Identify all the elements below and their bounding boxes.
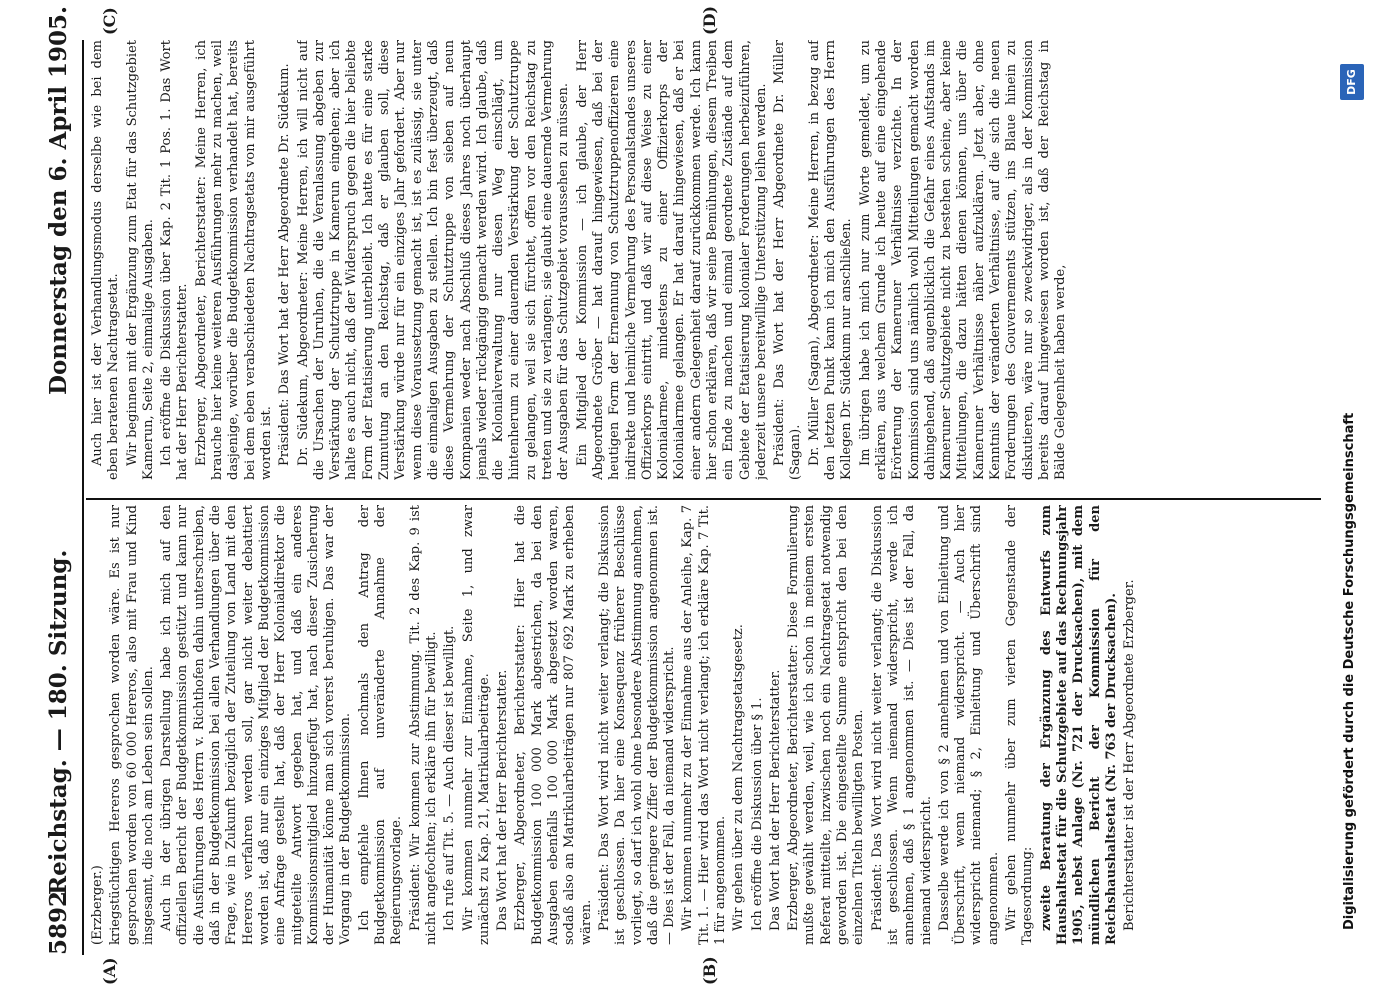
paragraph: Ich eröffne die Diskussion über Kap. 2 Tit. 1 Pos. 1. Das Wort hat der Herr Berichterstatter.	[159, 40, 191, 480]
margin-marker-b: (B)	[700, 956, 719, 985]
margin-marker-a: (A)	[100, 957, 119, 985]
dfg-logo: DFG	[1340, 64, 1364, 100]
paragraph: Wir beginnen mit der Ergänzung zum Etat für das Schutzgebiet Kamerun, Seite 2, einmalige Ausgaben.	[124, 40, 156, 480]
page-number: 5892	[45, 890, 72, 955]
paragraph: Ich empfehle Ihnen nochmals den Antrag der Budgetkommission auf unveränderte Annahme der Regierungsvorlage.	[356, 505, 405, 945]
paragraph: Erzberger, Abgeordneter, Berichterstatter: Meine Herren, ich brauche hier keine weiteren Ausführungen mehr zu machen, weil dasjenige, worüber die Budgetkommission verhandelt hat, bereits bei dem eben verabschiedeten Nachtragsetats von mir ausgeführt worden ist.	[193, 40, 274, 480]
digitization-footer	[1340, 0, 1364, 980]
paragraph: Im übrigen habe ich mich nur zum Worte gemeldet, um zu erklären, aus welchem Grunde ich heute auf eine eingehende Erörterung der Kameruner Verhältnisse verzichte. In der Kommission sind uns nämlich wohl Mitteilungen gemacht worden dahingehend, daß augenblicklich die Gefahr eines Aufstands im Kameruner Schutzgebiete nicht zu bestehen scheine, aber keine Mitteilungen, die dazu hätten dienen können, uns über die Kameruner Verhältnisse näher aufzuklären. Jetzt aber, ohne Kenntnis der veränderten Verhältnisse, auf die sich die neuen Forderungen des Gouvernements stützen, ins Blaue hinein zu diskutieren, wäre nur so zweckwidriger, als in der Kommission bereits darauf hingewiesen worden ist, daß der Reichstag in Bälde Gelegenheit haben werde,	[857, 40, 1069, 480]
footer-text: Digitalisierung gefördert durch die Deutsche Forschungsgemeinschaft	[1342, 412, 1357, 930]
paragraph: Auch hier ist der Verhandlungsmodus derselbe wie bei dem eben beratenen Nachtragsetat.	[90, 40, 122, 480]
paragraph: Wir gehen über zu dem Nachtragsetatsgesetz.	[731, 624, 747, 931]
paragraph: Erzberger, Abgeordneter, Berichterstatter: Hier hat die Budgetkommission 100 000 Mark abgestrichen, da bei den Ausgaben ebenfalls 100 000 Mark abgesetzt worden waren, sodaß also an Matrikularbeiträgen nur 807 692 Mark zu erheben wären.	[513, 505, 594, 945]
running-head	[45, 5, 81, 955]
paragraph: Ein Mitglied der Kommission — ich glaube, der Herr Abgeordnete Gröber — hat darauf hingewiesen, daß bei der heutigen Form der Ernennung von Schutztruppenoffizieren eine indirekte und heimliche Vermehrung des Personalstandes unseres Offizierkorps eintritt, und daß wir auf diese Weise zu einer Kolonialarmee, mindestens zu einer Offizierkorps der Kolonialarmee gelangen. Er hat darauf hingewiesen, daß er bei einer andern Gelegenheit darauf zurückkommen werde. Ich kann hier schon erklären, daß wir seine Bemühungen, diesem Treiben ein Ende zu machen und einmal geordnete Zustände auf dem Gebiete der Etatisierung kolonialer Forderungen herbeizuführen, jederzeit unsere bereitwillige Unterstützung leihen werden.	[574, 40, 769, 480]
paragraph: Erzberger, Abgeordneter, Berichterstatter: Diese Formulierung mußte gewählt werden, weil, wie ich schon in meinem ersten Referat mitteilte, inzwischen noch ein Nachtragsetat notwendig geworden ist. Die eingestellte Summe entspricht den bei den einzelnen Titeln bewilligten Posten.	[786, 505, 867, 945]
paragraph: Das Wort hat der Herr Berichterstatter.	[767, 669, 783, 931]
right-column	[90, 40, 1315, 480]
paragraph: Wir kommen nunmehr zur Einnahme, Seite 1, und zwar zunächst zu Kap. 21, Matrikularbeiträge.	[460, 505, 492, 945]
column-divider	[86, 498, 1321, 500]
paragraph: Auch in der übrigen Darstellung habe ich mich auf den offiziellen Bericht der Budgetkommission gestützt und kann nur die Ausführungen des Herrn v. Richthofen dahin unterschreiben, daß in der Budgetkommission bei allen Verhandlungen über die Frage, wie in Zukunft bezüglich der Zuteilung von Land mit den Hereros verfahren werden soll, gar nicht weiter debattiert worden ist, daß nur ein einziges Mitglied der Budgetkommission eine Anfrage gestellt hat, daß der Herr Kolonialdirektor die mitgeteilte Antwort gegeben hat, und daß ein anderes Kommissionsmitglied hinzugefügt hat, nach dieser Zusicherung der Humanität könne man sich vorerst beruhigen. Das war der Vorgang in der Budgetkommission.	[159, 505, 354, 945]
header-rule	[82, 40, 84, 955]
paragraph: Ich eröffne die Diskussion über § 1.	[749, 697, 765, 931]
paragraph: Präsident: Das Wort hat der Herr Abgeordnete Dr. Müller (Sagan).	[772, 40, 804, 480]
paragraph: Berichterstatter ist der Herr Abgeordnete Erzberger.	[1122, 579, 1138, 931]
paragraph: Dr. Südekum, Abgeordneter: Meine Herren, ich will nicht auf die Ursachen der Unruhen, die die Veranlassung abgeben zur Verstärkung der Schutztruppe in Kamerun eingehen; aber ich halte es auch nicht, daß der Widerspruch gegen die hier beliebte Form der Etatisierung unterbleibt. Ich hatte es für eine starke Zumutung an den Reichstag, daß er glauben soll, diese Verstärkung würde nur für ein einziges Jahr gefordert. Aber nur wenn diese Voraussetzung gemacht ist, ist es zulässig, sie unter die einmaligen Ausgaben zu stellen. Ich bin fest überzeugt, daß diese Vermehrung der Schutztruppe von sieben auf neun Kompanien weder nach Abschluß dieses Jahres noch überhaupt jemals wieder rückgängig gemacht werden wird. Ich glaube, daß die Kolonialverwaltung nur diesen Weg einschlägt, um hintenherum zu einer dauernden Verstärkung der Schutztruppe zu gelangen, weil sie sich fürchtet, offen vor den Reichstag zu treten und sie zu verlangen; sie glaubt eine dauernde Vermehrung der Ausgaben für das Schutzgebiet voraussehen zu müssen.	[295, 40, 572, 480]
paragraph: zweite Beratung der Ergänzung des Entwurfs zum Haushaltsetat für die Schutzgebiete auf das Rechnungsjahr 1905, nebst Anlage (Nr. 721 der Drucksachen), mit dem mündlichen Bericht der Kommission für den Reichshaushaltsetat (Nr. 763 der Drucksachen).	[1038, 505, 1119, 945]
paragraph: Präsident: Das Wort hat der Herr Abgeordnete Dr. Südekum.	[277, 63, 293, 466]
running-head-right: Donnerstag den 6. April 1905.	[45, 5, 72, 395]
paragraph: Wir gehen nunmehr über zum vierten Gegenstande der Tagesordnung:	[1004, 505, 1036, 945]
paragraph: Das Wort hat der Herr Berichterstatter.	[495, 669, 511, 931]
left-column	[90, 505, 1315, 945]
paragraph: Präsident: Wir kommen zur Abstimmung. Tit. 2 des Kap. 9 ist nicht angefochten; ich erkläre ihn für bewilligt.	[407, 505, 439, 945]
running-head-left: Reichstag. — 180. Sitzung.	[45, 549, 72, 895]
paragraph: Dr. Müller (Sagan), Abgeordneter: Meine Herren, in bezug auf den letzten Punkt kann ich mich den Ausführungen des Herrn Kollegen Dr. Südekum nur anschließen.	[806, 40, 855, 480]
paragraph: Ich rufe auf Tit. 5. — Auch dieser ist bewilligt.	[442, 625, 458, 931]
margin-marker-d: (D)	[700, 5, 719, 35]
paragraph: Dasselbe werde ich von § 2 annehmen und von Einleitung und Überschrift, wenn niemand widerspricht. — Auch hier widerspricht niemand; § 2, Einleitung und Überschrift sind angenommen.	[936, 505, 1001, 945]
margin-marker-c: (C)	[100, 7, 119, 35]
paragraph: (Erzberger.)	[90, 865, 105, 945]
paragraph: Präsident: Das Wort wird nicht weiter verlangt; die Diskussion ist geschlossen. Wenn niemand widerspricht, werde ich annehmen, daß § 1 angenommen ist. — Dies ist der Fall, da niemand widerspricht.	[869, 505, 934, 945]
paragraph: Präsident: Das Wort wird nicht weiter verlangt; die Diskussion ist geschlossen. Da hier eine Konsequenz früherer Beschlüsse vorliegt, so darf ich wohl ohne besondere Abstimmung annehmen, daß die geringere Ziffer der Budgetkommission angenommen ist. — Dies ist der Fall, da niemand widerspricht.	[596, 505, 678, 945]
paragraph: kriegstüchtigen Hereros gesprochen worden wäre. Es ist nur gesprochen worden von 60 000 Hereros, also mit Frau und Kind insgesamt, die noch am Leben sein sollen.	[108, 505, 156, 945]
paragraph: Wir kommen nunmehr zu der Einnahme aus der Anleihe, Kap. 7 Tit. 1. — Hier wird das Wort nicht verlangt; ich erkläre Kap. 7 Tit. 1 für angenommen.	[680, 505, 728, 945]
